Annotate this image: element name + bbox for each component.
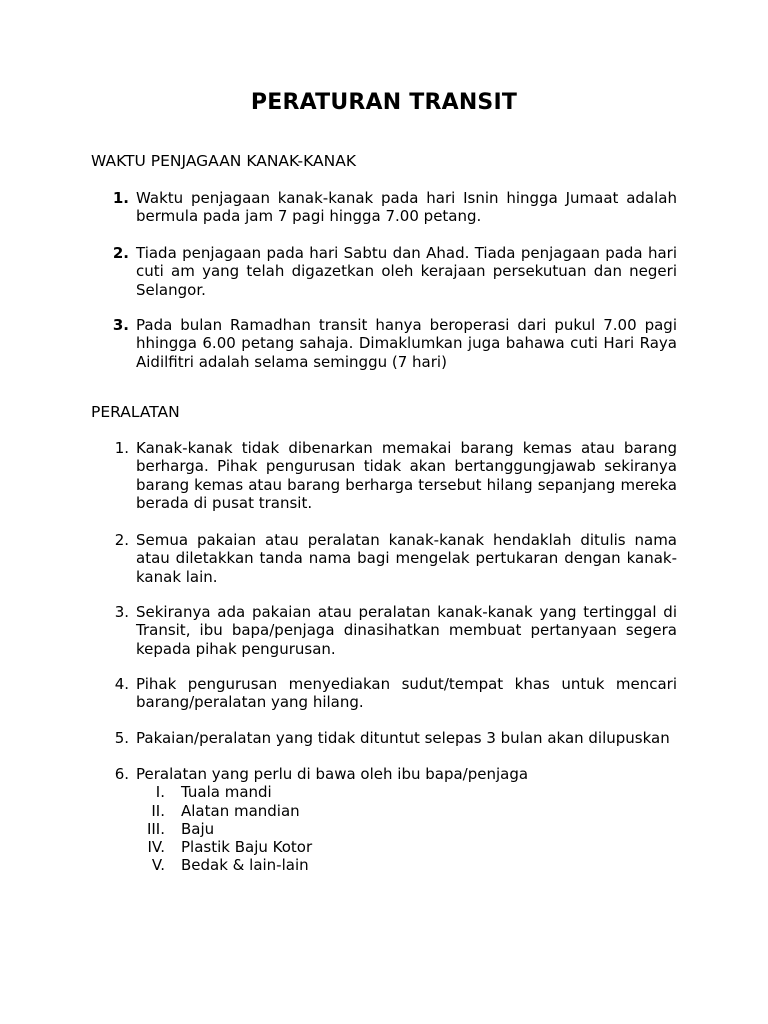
page-title: PERATURAN TRANSIT <box>250 90 518 115</box>
item-text: Peralatan yang perlu di bawa oleh ibu bapa/penjaga <box>136 765 529 783</box>
roman-numeral: V. <box>151 856 165 875</box>
list-item <box>91 765 677 874</box>
sublist-item <box>136 802 677 820</box>
item-text: Waktu penjagaan kanak-kanak pada hari Isnin hingga Jumaat adalah bermula pada jam 7 pagi hingga 7.00 petang. <box>136 189 677 226</box>
list-item <box>91 439 677 513</box>
sublist-item <box>136 856 677 874</box>
roman-numeral: I. <box>155 783 165 802</box>
item-number: 3. <box>112 316 129 334</box>
item-text: Pakaian/peralatan yang tidak dituntut selepas 3 bulan akan dilupuskan <box>136 729 670 747</box>
roman-numeral: III. <box>146 819 165 838</box>
item-text: Tiada penjagaan pada hari Sabtu dan Ahad. Tiada penjagaan pada hari cuti am yang telah digazetkan oleh kerajaan persekutuan dan negeri Selangor. <box>136 244 677 299</box>
item-number: 3. <box>114 603 129 621</box>
sublist-text: Bedak & lain-lain <box>181 856 309 875</box>
item-number: 4. <box>114 675 129 693</box>
item-number: 5. <box>114 729 129 747</box>
sublist-item <box>136 820 677 838</box>
list-item <box>91 316 677 371</box>
section-heading-waktu: WAKTU PENJAGAAN KANAK-KANAK <box>91 152 356 170</box>
item-text: Pada bulan Ramadhan transit hanya beroperasi dari pukul 7.00 pagi hhingga 6.00 petang sahaja. Dimaklumkan juga bahawa cuti Hari Raya Aidilfitri adalah selama seminggu (7 hari) <box>136 316 677 371</box>
list-item <box>91 675 677 712</box>
roman-numeral: II. <box>151 801 165 820</box>
item-text: Sekiranya ada pakaian atau peralatan kanak-kanak yang tertinggal di Transit, ibu bapa/penjaga dinasihatkan membuat pertanyaan segera kepada pihak pengurusan. <box>136 603 677 658</box>
item-number: 2. <box>114 531 129 549</box>
sublist-text: Tuala mandi <box>181 783 272 802</box>
list-item <box>91 244 677 299</box>
item-number: 2. <box>112 244 129 262</box>
roman-numeral: IV. <box>147 838 165 857</box>
item-text: Pihak pengurusan menyediakan sudut/tempat khas untuk mencari barang/peralatan yang hilang. <box>136 675 677 712</box>
list-item <box>91 729 677 747</box>
sublist-text: Baju <box>181 819 215 838</box>
list-item <box>91 531 677 586</box>
item-text: Semua pakaian atau peralatan kanak-kanak hendaklah ditulis nama atau diletakkan tanda nama bagi mengelak pertukaran dengan kanak-kanak lain. <box>136 531 677 586</box>
sublist-text: Alatan mandian <box>181 801 300 820</box>
list-item <box>91 189 677 226</box>
sublist-item <box>136 783 677 801</box>
list-item <box>91 603 677 658</box>
item-text: Kanak-kanak tidak dibenarkan memakai barang kemas atau barang berharga. Pihak pengurusan tidak akan bertanggungjawab sekiranya barang kemas atau barang berharga tersebut hilang sepanjang mereka berada di pusat transit. <box>136 439 677 513</box>
section-heading-peralatan: PERALATAN <box>91 403 180 421</box>
sublist-peralatan <box>136 783 677 874</box>
sublist-item <box>136 838 677 856</box>
item-number: 1. <box>114 439 129 457</box>
sublist-text: Plastik Baju Kotor <box>181 838 313 857</box>
item-number: 1. <box>112 189 129 207</box>
item-number: 6. <box>114 765 129 783</box>
